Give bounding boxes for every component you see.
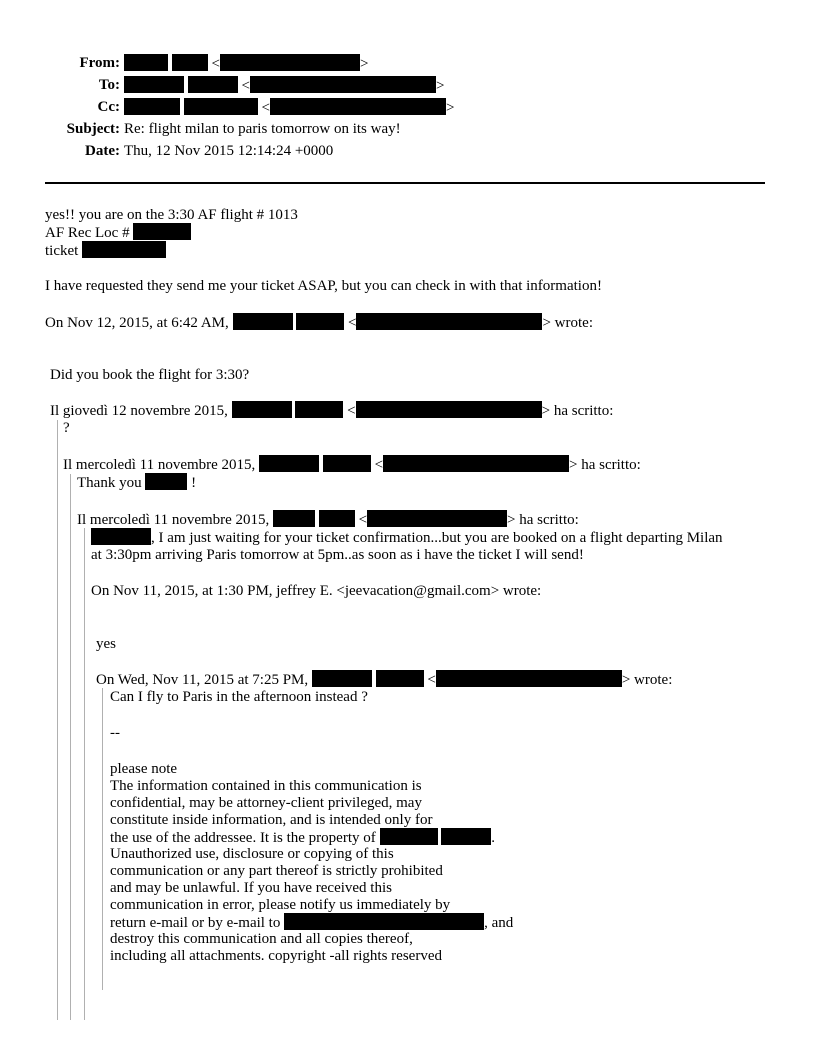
cc-label: Cc: <box>97 99 120 115</box>
redacted-block <box>380 828 438 845</box>
redacted-block <box>273 510 315 527</box>
header-divider <box>45 182 765 184</box>
disclaimer-line: the use of the addressee. It is the property of . <box>110 830 495 846</box>
disclaimer-line: Unauthorized use, disclosure or copying of this <box>110 846 394 862</box>
quote-bar <box>102 688 103 990</box>
quote-bar <box>70 474 71 1020</box>
redacted-block <box>188 76 238 93</box>
reply-line-1: yes!! you are on the 3:30 AF flight # 1013 <box>45 207 298 223</box>
redacted-block <box>124 76 184 93</box>
disclaimer-line: return e-mail or by e-mail to , and <box>110 915 514 931</box>
redacted-block <box>184 98 258 115</box>
yes-line: yes <box>96 636 116 652</box>
please-note-line: please note <box>110 761 178 777</box>
quoted-question-mark: ? <box>63 420 70 436</box>
redacted-block <box>367 510 507 527</box>
disclaimer-line: including all attachments. copyright -all rights reserved <box>110 948 442 964</box>
thank-you-line: Thank you ! <box>77 475 197 491</box>
from-label: From: <box>79 55 120 71</box>
redacted-block <box>232 401 292 418</box>
disclaimer-line: destroy this communication and all copies thereof, <box>110 931 413 947</box>
can-i-fly-line: Can I fly to Paris in the afternoon instead ? <box>110 689 368 705</box>
redacted-block <box>436 670 622 687</box>
redacted-block <box>319 510 355 527</box>
quote-attribution-1: On Nov 12, 2015, at 6:42 AM, < > wrote: <box>45 315 593 331</box>
from-value: < > <box>124 54 368 73</box>
quote-attribution-4: Il mercoledì 11 novembre 2015, < > ha scritto: <box>77 512 579 528</box>
redacted-block <box>312 670 372 687</box>
disclaimer-line: communication or any part thereof is strictly prohibited <box>110 863 443 879</box>
disclaimer-line: confidential, may be attorney-client privileged, may <box>110 795 422 811</box>
waiting-line-1: , I am just waiting for your ticket confirmation...but you are booked on a flight departing Milan <box>91 528 723 547</box>
to-label: To: <box>98 77 120 93</box>
date-label: Date: <box>85 143 120 159</box>
quote-attribution-6: On Wed, Nov 11, 2015 at 7:25 PM, < > wrote: <box>96 672 673 688</box>
redacted-block <box>356 401 542 418</box>
quote-bar <box>57 420 58 1020</box>
disclaimer-line: and may be unlawful. If you have received this <box>110 880 392 896</box>
to-value: < > <box>124 76 444 95</box>
waiting-line-2: at 3:30pm arriving Paris tomorrow at 5pm..as soon as i have the ticket I will send! <box>91 547 584 563</box>
disclaimer-line: The information contained in this communication is <box>110 778 422 794</box>
redacted-block <box>295 401 343 418</box>
redacted-block <box>133 223 191 240</box>
quote-attribution-5: On Nov 11, 2015, at 1:30 PM, jeffrey E. <jeevacation@gmail.com> wrote: <box>91 583 542 599</box>
redacted-block <box>124 54 168 71</box>
quoted-message-1: Did you book the flight for 3:30? <box>50 367 250 383</box>
redacted-block <box>270 98 446 115</box>
requested-line: I have requested they send me your ticket ASAP, but you can check in with that information! <box>45 278 602 294</box>
redacted-block <box>296 313 344 330</box>
redacted-block <box>233 313 293 330</box>
redacted-block <box>220 54 360 71</box>
rec-loc-line <box>45 223 191 242</box>
redacted-block <box>259 455 319 472</box>
ticket-label: ticket <box>45 243 79 259</box>
redacted-block <box>82 241 166 258</box>
redacted-block <box>383 455 569 472</box>
redacted-block <box>124 98 180 115</box>
quote-attribution-3: Il mercoledì 11 novembre 2015, < > ha scritto: <box>63 457 641 473</box>
disclaimer-line: constitute inside information, and is intended only for <box>110 812 433 828</box>
quote-attribution-2: Il giovedì 12 novembre 2015, < > ha scritto: <box>50 403 614 419</box>
redacted-block <box>284 913 484 930</box>
subject-label: Subject: <box>66 121 120 137</box>
redacted-block <box>172 54 208 71</box>
disclaimer-line: communication in error, please notify us immediately by <box>110 897 451 913</box>
quote-bar <box>84 528 85 1020</box>
redacted-block <box>145 473 187 490</box>
redacted-block <box>250 76 436 93</box>
rec-loc-label: AF Rec Loc # <box>45 225 130 241</box>
date-value: Thu, 12 Nov 2015 12:14:24 +0000 <box>124 143 334 159</box>
subject-value: Re: flight milan to paris tomorrow on its way! <box>124 121 401 137</box>
ticket-line <box>45 241 166 260</box>
redacted-block <box>441 828 491 845</box>
redacted-block <box>91 528 151 545</box>
signature-dashes: -- <box>110 725 120 741</box>
redacted-block <box>323 455 371 472</box>
redacted-block <box>376 670 424 687</box>
redacted-block <box>356 313 542 330</box>
cc-value: < > <box>124 98 454 117</box>
